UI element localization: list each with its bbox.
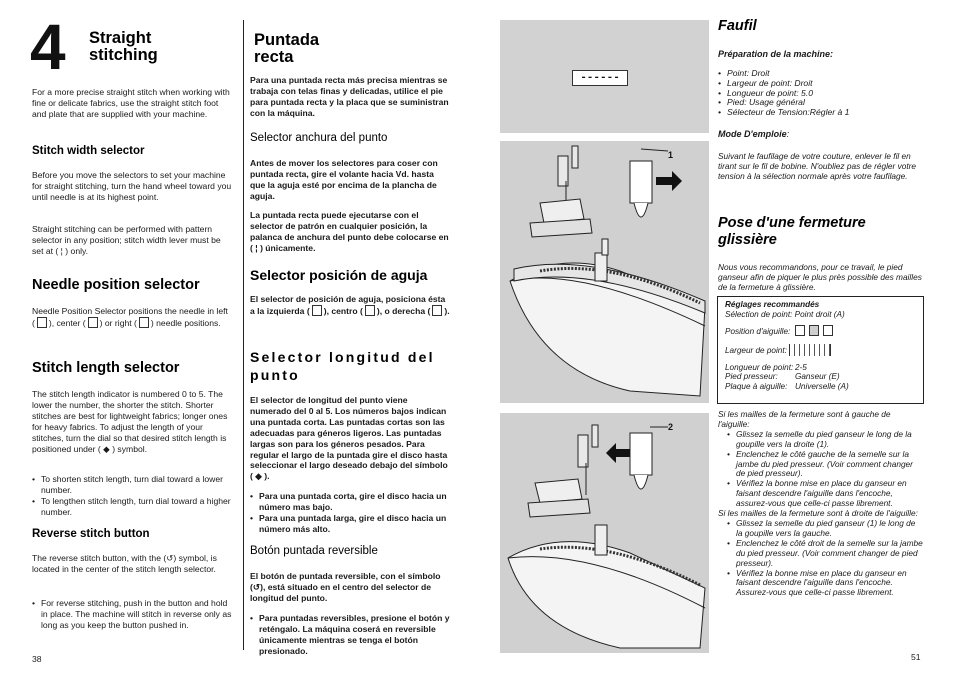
box-heading: Réglages recommandés [725, 300, 820, 309]
list-item: • To lengthen stitch length, turn dial toward a higher number. [32, 496, 233, 518]
right-needle-icon [432, 305, 442, 316]
straight-width-icon: ¦ [58, 245, 66, 256]
es-needle-heading: Selector posición de aguja [250, 267, 428, 283]
right-needle-icon [139, 317, 149, 328]
es-needle-p: El selector de posición de aguja, posiciona ésta a la izquierda ( ), centro ( ), o derecha ( ). [250, 294, 450, 316]
right-side-intro: Si les mailles de la fermeture sont à droite de l'aiguille: [718, 508, 918, 519]
list-item: • Glissez la semelle du pied ganseur (1) le long de la goupille vers la gauche. [727, 519, 924, 539]
es-length-heading: Selector longitud del punto [250, 349, 435, 383]
center-needle-icon [88, 317, 98, 328]
reverse-list [32, 598, 233, 631]
needle-heading: Needle position selector [32, 277, 200, 293]
list-item: • Vérifiez la bonne mise en place du ganseur en faisant descendre l'aiguille dans l'encoche. Assurez-vous que celle-ci passe librement. [727, 569, 924, 599]
es-length-p: El selector de longitud del punto viene numerado del 0 al 5. Los números bajos indican una puntada corta. Las puntadas cortas son las adecuadas para géneros ligeros. Las puntadas largas son para los géneros pesados. Para regular el largo de la puntada gire el disco hasta seleccionar el largo deseado debajo del símbolo ( ◆ ). [250, 395, 448, 482]
reverse-icon: ↺ [166, 553, 174, 563]
settings-box [717, 296, 924, 404]
list-item: • Longueur de point: 5.0 [718, 89, 924, 99]
list-item: • Para una puntada corta, gire el disco hacia un número mas bajo. [250, 491, 451, 513]
zip-title-line1: Pose d'une fermeture [718, 215, 866, 231]
right-needle-icon [823, 325, 833, 336]
faufil-title: Faufil [718, 18, 757, 34]
length-list [32, 474, 233, 518]
list-item: • Para puntadas reversibles, presione el botón y reténgalo. La máquina coserá en reversible únicamente mientras se tenga el botón presionado. [250, 613, 451, 657]
zipper-illustration-1 [500, 141, 709, 403]
es-reverse-heading: Botón puntada reversible [250, 545, 378, 557]
box-foot-row: Pied presseur: Ganseur (E) [725, 372, 840, 382]
list-item: • Vérifiez la bonne mise en place du ganseur en faisant descendre l'aiguille dans l'encoche, assurez-vous que celle-ci passe librement. [727, 479, 924, 509]
center-needle-icon [809, 325, 819, 336]
es-intro: Para una puntada recta más precisa mientras se trabaja con telas finas y delicadas, utilice el pie para puntada recta y la placa que se suministran con la máquina. [250, 75, 449, 118]
needle-p: Needle Position Selector positions the needle in left ( ), center ( ) or right ( ) needle positions. [32, 306, 228, 328]
diamond-icon: ◆ [252, 471, 265, 482]
es-width-p1: Antes de mover los selectores para coser con puntada recta, gire el volante hacia Vd. hasta que la aguja esté por encima de la plancha de aguja. [250, 158, 438, 201]
left-needle-icon [312, 305, 322, 316]
left-needle-icon [37, 317, 47, 328]
es-length-list [250, 491, 451, 535]
es-width-p2: La puntada recta puede ejecutarse con el selector de patrón en cualquier posición, la palanca de anchura del punto debe colocarse en ( ¦ ) únicamente. [250, 210, 449, 253]
callout-2: 2 [668, 422, 674, 432]
length-heading: Stitch length selector [32, 360, 180, 376]
width-p2: Straight stitching can be performed with pattern selector in any position; stitch width lever must be set at ( ¦ ) only. [32, 224, 221, 256]
length-p: The stitch length indicator is numbered 0 to 5. The lower the number, the shorter the stitch. Shorter stitches are best for lightweight fabrics; longer ones for heavy fabrics. To adjust the length of your stitches, turn the dial so that desired stitch length is positioned under ( ◆ ) symbol. [32, 389, 228, 454]
list-item: • Point: Droit [718, 69, 924, 79]
title-line1: Straight [89, 29, 152, 47]
list-item: • Sélecteur de Tension:Régler à 1 [718, 108, 924, 118]
zipper-figure-1 [500, 141, 709, 403]
list-item: • For reverse stitching, push in the button and hold in place. The machine will stitch in reverse only as long as you keep the button pushed in. [32, 598, 233, 631]
stitch-sample-panel [500, 20, 709, 133]
chapter-number: 4 [30, 11, 66, 83]
mode-text: Suivant le faufilage de votre couture, enlever le fil en tirant sur le fil de bobine. N'oubliez pas de régler votre tension à la sélection normale après votre faufilage. [718, 151, 917, 182]
prep-list [718, 69, 924, 118]
list-item: • Glissez la semelle du pied ganseur le long de la goupille vers la droite (1). [727, 430, 924, 450]
mode-heading: Mode D'emploie: [718, 129, 790, 139]
column-divider [243, 20, 244, 650]
zip-title-line2: glissière [718, 232, 777, 248]
intro-text: For a more precise straight stitch when working with fine or delicate fabrics, use the straight stitch foot and plate that are supplied with your machine. [32, 87, 230, 119]
es-reverse-p: El botón de puntada reversible, con el símbolo (↺), está situado en el centro del selector de longitud del punto. [250, 571, 441, 603]
zip-intro: Nous vous recommandons, pour ce travail, le pied ganseur afin de piquer le plus près possible des mailles de la fermeture à glissière. [718, 262, 922, 292]
title-line2: stitching [89, 46, 158, 64]
zipper-figure-2 [500, 413, 709, 653]
center-needle-icon [365, 305, 375, 316]
callout-1: 1 [668, 150, 674, 160]
list-item: • Para una puntada larga, gire el disco hacia un número más alto. [250, 513, 451, 535]
box-position-row: Position d'aiguille: [725, 325, 920, 337]
box-width-row: Largeur de point: [725, 344, 920, 356]
list-item: • Largeur de point: Droit [718, 79, 924, 89]
es-width-heading: Selector anchura del punto [250, 132, 388, 144]
width-p1: Before you move the selectors to set your machine for straight stitching, turn the hand wheel toward you until needle is at its highest point. [32, 170, 232, 202]
es-reverse-list [250, 613, 451, 657]
list-item: • Pied: Usage général [718, 98, 924, 108]
prep-heading: Préparation de la machine: [718, 49, 834, 59]
straight-width-icon: ¦ [252, 242, 261, 253]
reverse-icon: ↺ [252, 581, 261, 592]
width-dial-icon [789, 344, 831, 356]
box-length-row: Longueur de point: 2-5 [725, 362, 807, 372]
es-title-line1: Puntada [254, 31, 320, 49]
reverse-p: The reverse stitch button, with the (↺) symbol, is located in the center of the stitch length selector. [32, 553, 217, 574]
box-point: Sélection de point: Point droit (A) [725, 309, 845, 319]
diamond-icon: ◆ [100, 443, 113, 454]
width-heading: Stitch width selector [32, 145, 145, 157]
box-plate-row: Plaque à aiguille: Universelle (A) [725, 381, 849, 391]
reverse-heading: Reverse stitch button [32, 528, 150, 540]
left-needle-icon [795, 325, 805, 336]
page-number-right: 51 [911, 652, 921, 662]
left-side-intro: Si les mailles de la fermeture sont à gauche de l'aiguille: [718, 409, 891, 429]
es-title-line2: recta [254, 48, 294, 66]
list-item: • Enclenchez le côté droit de la semelle sur la jambe du pied presseur. (Voir comment changer de pied presseur). [727, 539, 924, 569]
page-number-left: 38 [32, 654, 42, 664]
list-item: • To shorten stitch length, turn dial toward a lower number. [32, 474, 233, 496]
stitch-sample-box: ------ [572, 70, 628, 86]
zipper-illustration-2 [500, 413, 709, 653]
zip-instructions [718, 410, 924, 598]
list-item: • Enclenchez le côté gauche de la semelle sur la jambe du pied presseur. (Voir comment changer de pied presseur). [727, 450, 924, 480]
